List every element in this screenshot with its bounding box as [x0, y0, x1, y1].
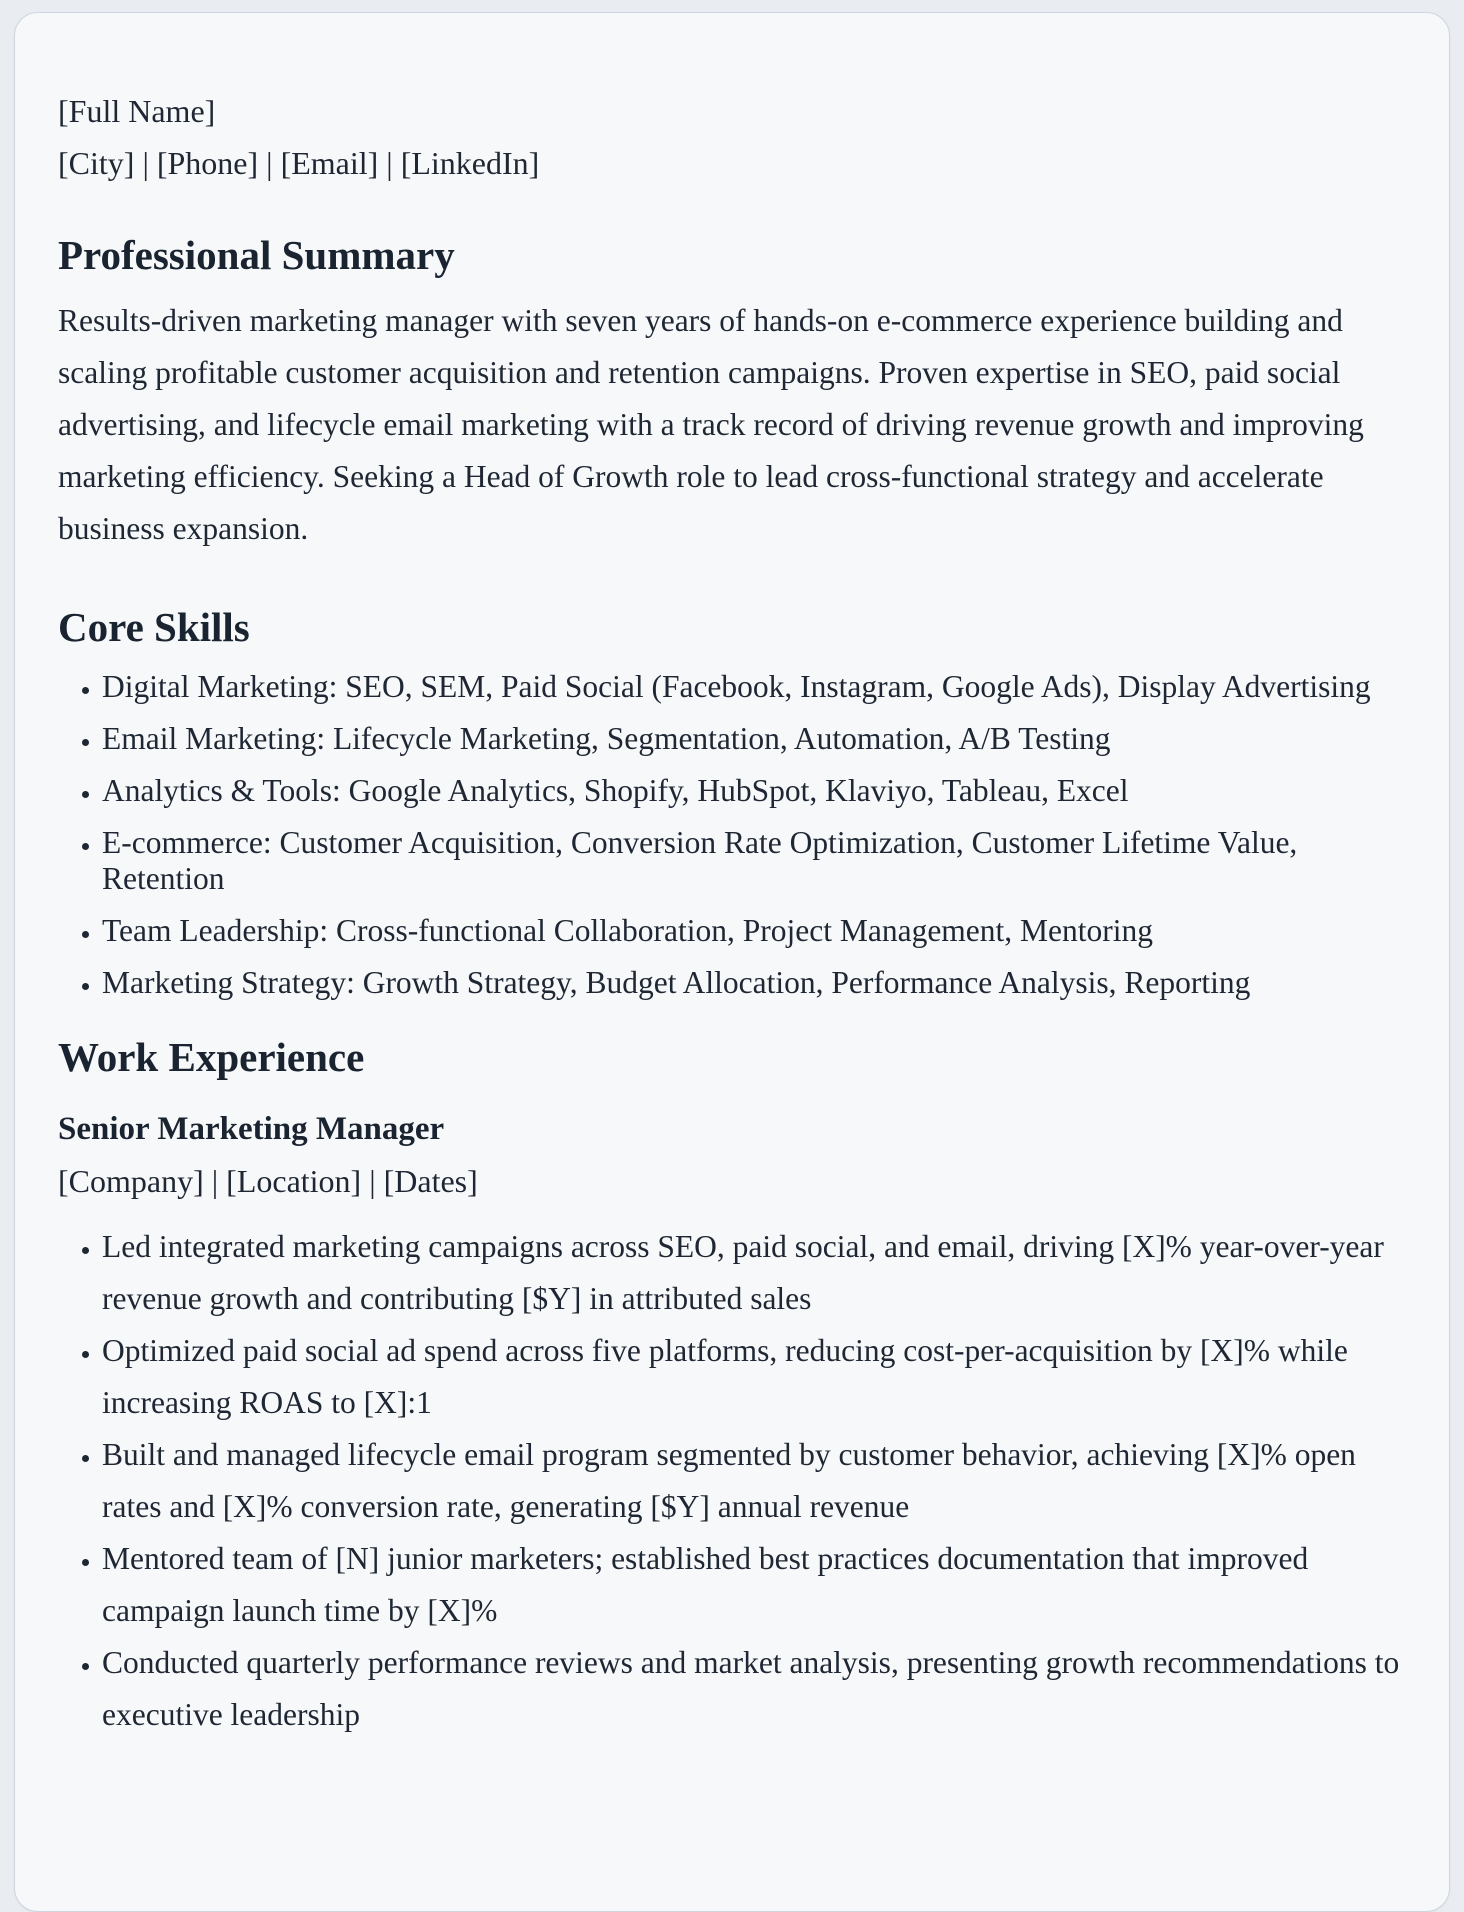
- skill-item: • Digital Marketing: SEO, SEM, Paid Social (Facebook, Instagram, Google Ads), Display Advertising: [102, 669, 1405, 705]
- skill-item: • Marketing Strategy: Growth Strategy, Budget Allocation, Performance Analysis, Reporting: [102, 965, 1405, 1001]
- skill-item: • Email Marketing: Lifecycle Marketing, Segmentation, Automation, A/B Testing: [102, 721, 1405, 757]
- experience-heading: Work Experience: [58, 1034, 365, 1080]
- full-name: [Full Name]: [58, 93, 216, 129]
- job-title: Senior Marketing Manager: [58, 1111, 445, 1147]
- skills-list: [58, 669, 1405, 1001]
- summary-text: Results-driven marketing manager with seven years of hands-on e-commerce experience building and scaling profitable customer acquisition and retention campaigns. Proven expertise in SEO, paid social advertising, and lifecycle email marketing with a track record of driving revenue growth and improving marketing efficiency. Seeking a Head of Growth role to lead cross-functional strategy and accelerate business expansion.: [58, 303, 1364, 546]
- job-entry: [58, 1103, 1405, 1741]
- job-bullet: • Conducted quarterly performance reviews and market analysis, presenting growth recommendations to executive leadership: [102, 1637, 1405, 1741]
- job-bullets: [58, 1221, 1405, 1741]
- job-bullet: • Led integrated marketing campaigns across SEO, paid social, and email, driving [X]% year-over-year revenue growth and contributing [$Y] in attributed sales: [102, 1221, 1405, 1325]
- resume-document: [14, 12, 1450, 1912]
- job-meta: [Company] | [Location] | [Dates]: [58, 1163, 478, 1199]
- contact-header: [58, 85, 1405, 189]
- skills-heading: Core Skills: [58, 604, 250, 650]
- skill-item: • Team Leadership: Cross-functional Collaboration, Project Management, Mentoring: [102, 913, 1405, 949]
- job-bullet: • Built and managed lifecycle email program segmented by customer behavior, achieving [X]% open rates and [X]% conversion rate, generating [$Y] annual revenue: [102, 1429, 1405, 1533]
- job-bullet: • Optimized paid social ad spend across five platforms, reducing cost-per-acquisition by [X]% while increasing ROAS to [X]:1: [102, 1325, 1405, 1429]
- job-bullet: • Mentored team of [N] junior marketers; established best practices documentation that improved campaign launch time by [X]%: [102, 1533, 1405, 1637]
- summary-heading: Professional Summary: [58, 232, 455, 278]
- skill-item: • Analytics & Tools: Google Analytics, Shopify, HubSpot, Klaviyo, Tableau, Excel: [102, 773, 1405, 809]
- contact-line: [City] | [Phone] | [Email] | [LinkedIn]: [58, 145, 540, 181]
- skill-item: • E-commerce: Customer Acquisition, Conversion Rate Optimization, Customer Lifetime Value, Retention: [102, 825, 1405, 897]
